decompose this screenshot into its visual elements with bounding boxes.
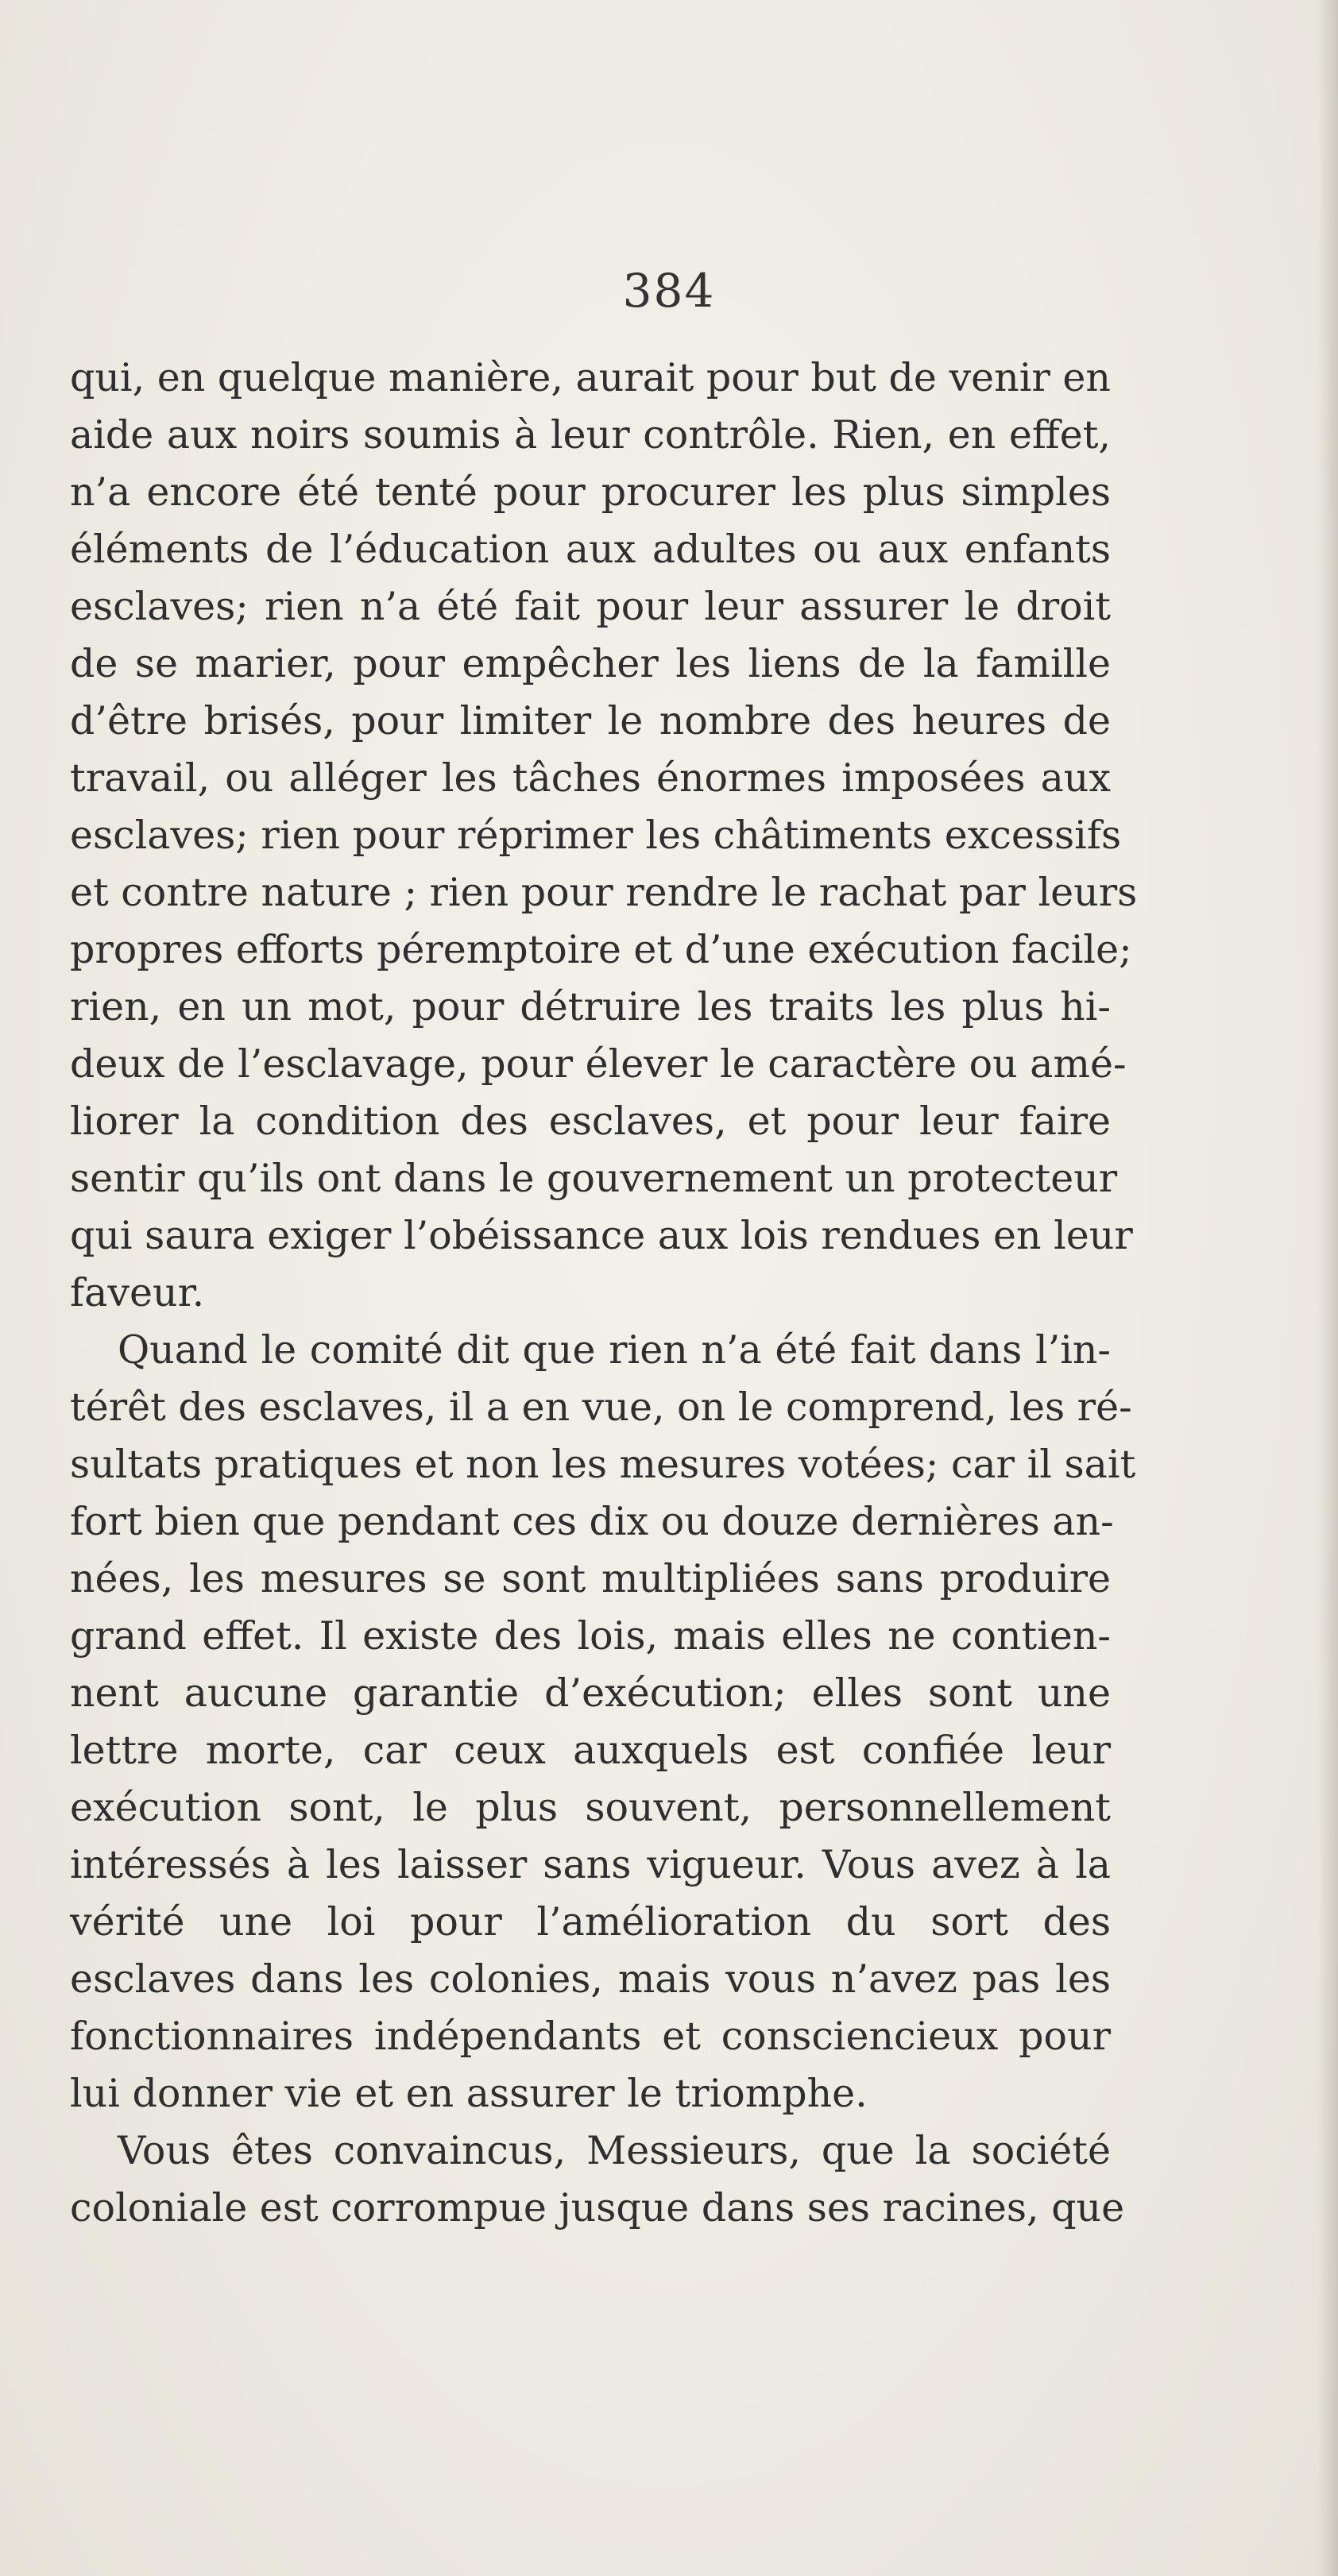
text-line: qui saura exiger l’obéissance aux lois rendues en leur: [70, 1213, 1133, 1258]
text-line: grand effet. Il existe des lois, mais elles ne contien-: [70, 1613, 1111, 1659]
text-line: fonctionnaires indépendants et consciencieux pour: [70, 2014, 1111, 2059]
text-line: propres efforts péremptoire et d’une exécution facile;: [70, 927, 1132, 972]
text-line: et contre nature ; rien pour rendre le rachat par leurs: [70, 870, 1138, 915]
text-line: qui, en quelque manière, aurait pour but de venir en: [70, 355, 1111, 400]
text-line: fort bien que pendant ces dix ou douze dernières an-: [70, 1499, 1114, 1544]
text-line: rien, en un mot, pour détruire les traits les plus hi-: [70, 984, 1111, 1029]
text-line: deux de l’esclavage, pour élever le caractère ou amé-: [70, 1041, 1127, 1087]
text-line: liorer la condition des esclaves, et pour leur faire: [70, 1099, 1111, 1144]
text-line: aide aux noirs soumis à leur contrôle. Rien, en effet,: [70, 412, 1111, 458]
body-text: [70, 350, 1138, 2237]
text-line: vérité une loi pour l’amélioration du sort des: [70, 1899, 1111, 1945]
text-line: esclaves dans les colonies, mais vous n’avez pas les: [70, 1956, 1111, 2002]
text-line: coloniale est corrompue jusque dans ses racines, que: [70, 2185, 1125, 2230]
text-line: nent aucune garantie d’exécution; elles sont une: [70, 1670, 1111, 1716]
text-line: de se marier, pour empêcher les liens de la famille: [70, 641, 1111, 686]
text-line-paragraph-end: faveur.: [70, 1270, 205, 1315]
text-line-paragraph-start: Quand le comité dit que rien n’a été fait dans l’in-: [118, 1327, 1111, 1373]
text-line: éléments de l’éducation aux adultes ou aux enfants: [70, 527, 1111, 572]
text-line: travail, ou alléger les tâches énormes imposées aux: [70, 755, 1111, 801]
text-line: esclaves; rien n’a été fait pour leur assurer le droit: [70, 584, 1111, 629]
page-edge-shadow: [1317, 0, 1338, 2576]
text-line: nées, les mesures se sont multipliées sans produire: [70, 1556, 1111, 1601]
text-line: sentir qu’ils ont dans le gouvernement un protecteur: [70, 1156, 1118, 1201]
text-line-paragraph-end: lui donner vie et en assurer le triomphe.: [70, 2071, 868, 2116]
page-number: 384: [622, 264, 716, 318]
text-line: exécution sont, le plus souvent, personnellement: [70, 1785, 1111, 1830]
text-line: d’être brisés, pour limiter le nombre des heures de: [70, 698, 1111, 743]
text-line-paragraph-start: Vous êtes convaincus, Messieurs, que la société: [118, 2128, 1111, 2173]
text-line: esclaves; rien pour réprimer les châtiments excessifs: [70, 813, 1122, 858]
text-line: sultats pratiques et non les mesures votées; car il sait: [70, 1442, 1136, 1487]
text-line: n’a encore été tenté pour procurer les plus simples: [70, 469, 1111, 515]
text-line: intéressés à les laisser sans vigueur. Vous avez à la: [70, 1842, 1111, 1887]
text-line: lettre morte, car ceux auxquels est confiée leur: [70, 1728, 1111, 1773]
text-line: térêt des esclaves, il a en vue, on le comprend, les ré-: [70, 1385, 1132, 1430]
